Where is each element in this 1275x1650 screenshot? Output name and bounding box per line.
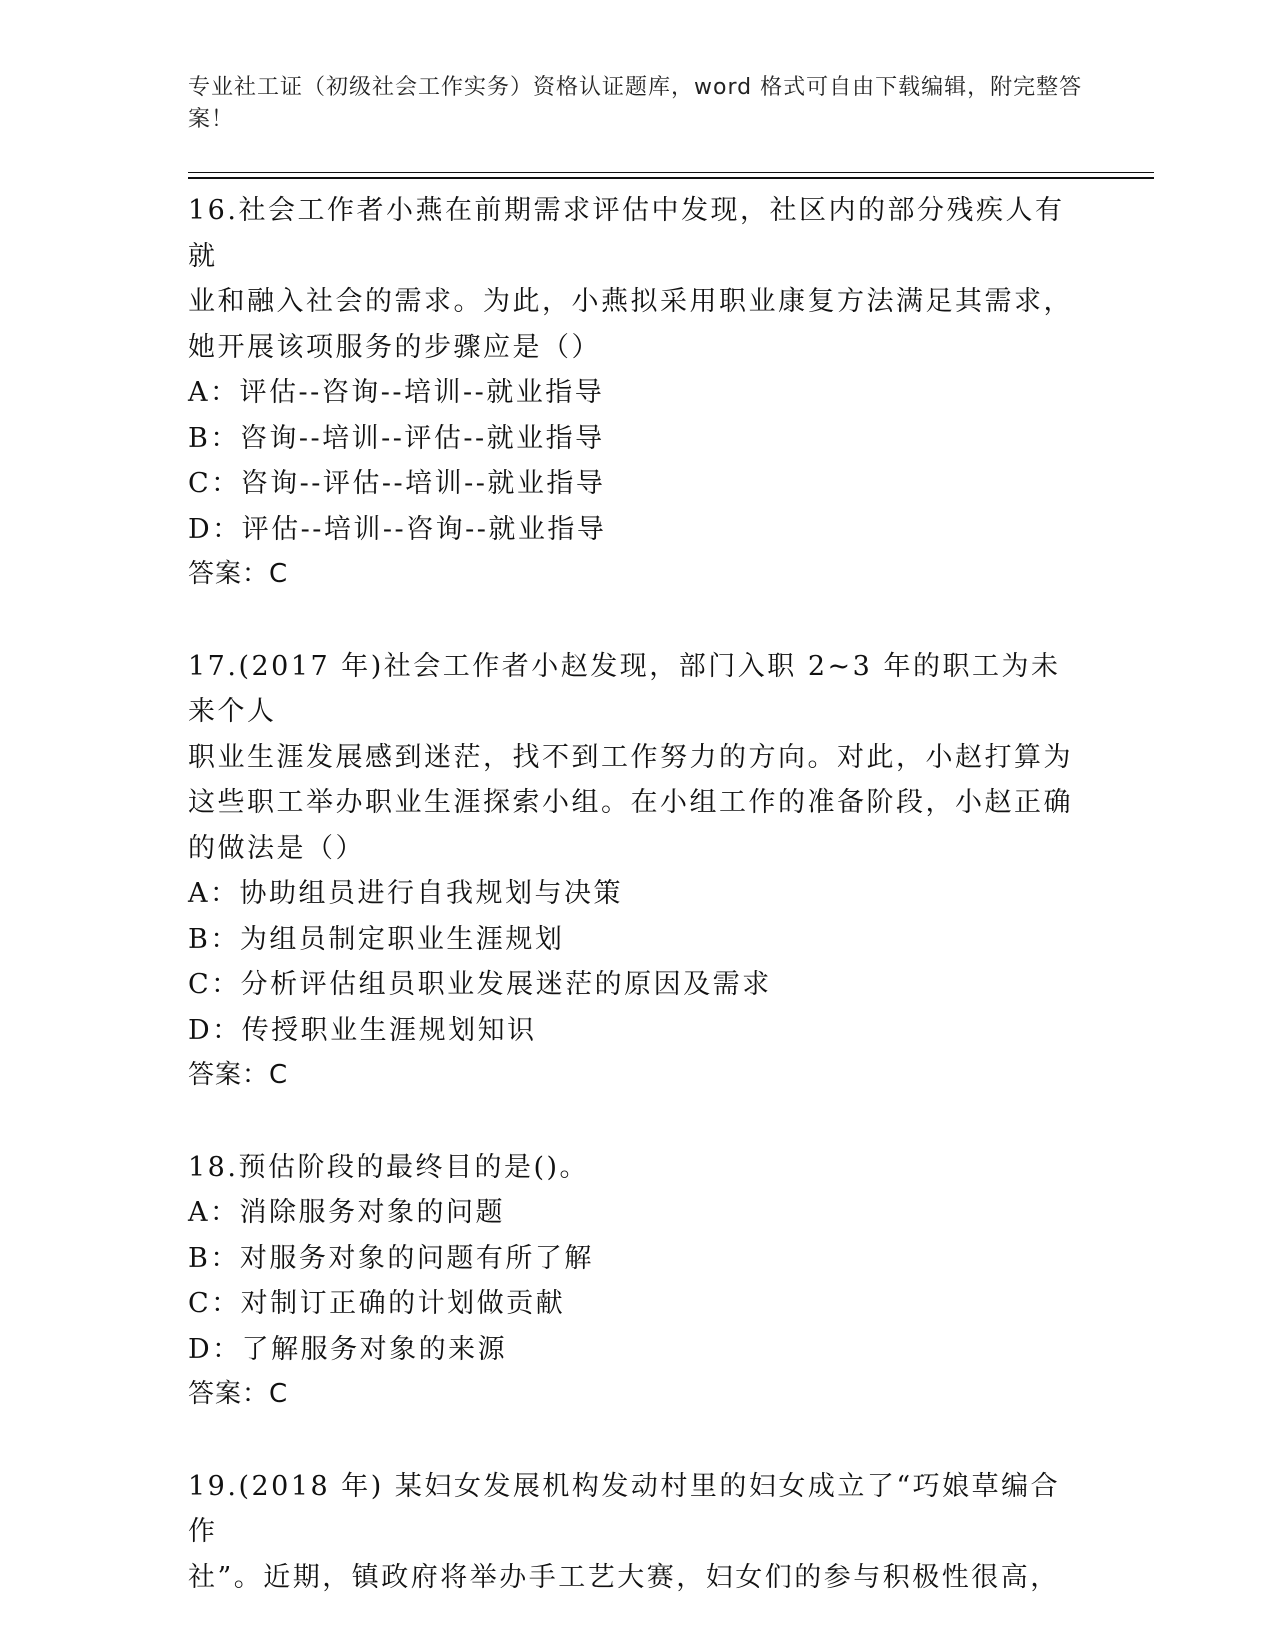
question-17 — [188, 644, 1088, 1099]
answer: 答案：C — [188, 559, 289, 589]
question-stem-line: 她开展该项服务的步骤应是（） — [188, 331, 601, 363]
option-a: A：消除服务对象的问题 — [188, 1197, 505, 1228]
question-spacer — [188, 1418, 1088, 1464]
question-stem-line: 18.预估阶段的最终目的是()。 — [188, 1151, 590, 1183]
option-d: D：了解服务对象的来源 — [188, 1333, 508, 1365]
question-spacer — [188, 1099, 1088, 1145]
question-list — [188, 188, 1088, 1600]
page-header: 专业社工证（初级社会工作实务）资格认证题库，word 格式可自由下载编辑，附完整答案！ — [188, 75, 1083, 132]
header-rule-thin — [188, 172, 1154, 173]
option-d: D：传授职业生涯规划知识 — [188, 1014, 537, 1046]
option-a: A：协助组员进行自我规划与决策 — [188, 878, 623, 909]
question-stem-line: 16.社会工作者小燕在前期需求评估中发现，社区内的部分残疾人有就 — [188, 195, 1065, 272]
question-stem-line: 17.(2017 年)社会工作者小赵发现，部门入职 2~3 年的职工为未来个人 — [188, 650, 1061, 727]
question-stem-line: 19.(2018 年) 某妇女发展机构发动村里的妇女成立了“巧娘草编合作 — [188, 1470, 1061, 1547]
option-b: B：对服务对象的问题有所了解 — [188, 1242, 594, 1274]
answer: 答案：C — [188, 1379, 289, 1409]
question-16 — [188, 188, 1088, 598]
question-19 — [188, 1464, 1088, 1601]
option-b: B：为组员制定职业生涯规划 — [188, 923, 565, 955]
question-stem-line: 这些职工举办职业生涯探索小组。在小组工作的准备阶段，小赵正确 — [188, 787, 1073, 818]
question-18 — [188, 1145, 1088, 1418]
option-c: C：分析评估组员职业发展迷茫的原因及需求 — [188, 969, 772, 1000]
question-stem-line: 社”。近期，镇政府将举办手工艺大赛，妇女们的参与积极性很高， — [188, 1561, 1060, 1593]
question-stem-line: 的做法是（） — [188, 832, 365, 864]
question-stem-line: 业和融入社会的需求。为此，小燕拟采用职业康复方法满足其需求， — [188, 286, 1073, 317]
option-c: C：咨询--评估--培训--就业指导 — [188, 468, 606, 499]
question-spacer — [188, 598, 1088, 644]
option-b: B：咨询--培训--评估--就业指导 — [188, 422, 605, 454]
answer: 答案：C — [188, 1060, 289, 1090]
option-a: A：评估--咨询--培训--就业指导 — [188, 377, 605, 408]
question-stem-line: 职业生涯发展感到迷茫，找不到工作努力的方向。对此，小赵打算为 — [188, 741, 1073, 773]
header-rule-thick — [188, 177, 1154, 179]
option-c: C：对制订正确的计划做贡献 — [188, 1288, 566, 1319]
option-d: D：评估--培训--咨询--就业指导 — [188, 513, 607, 545]
